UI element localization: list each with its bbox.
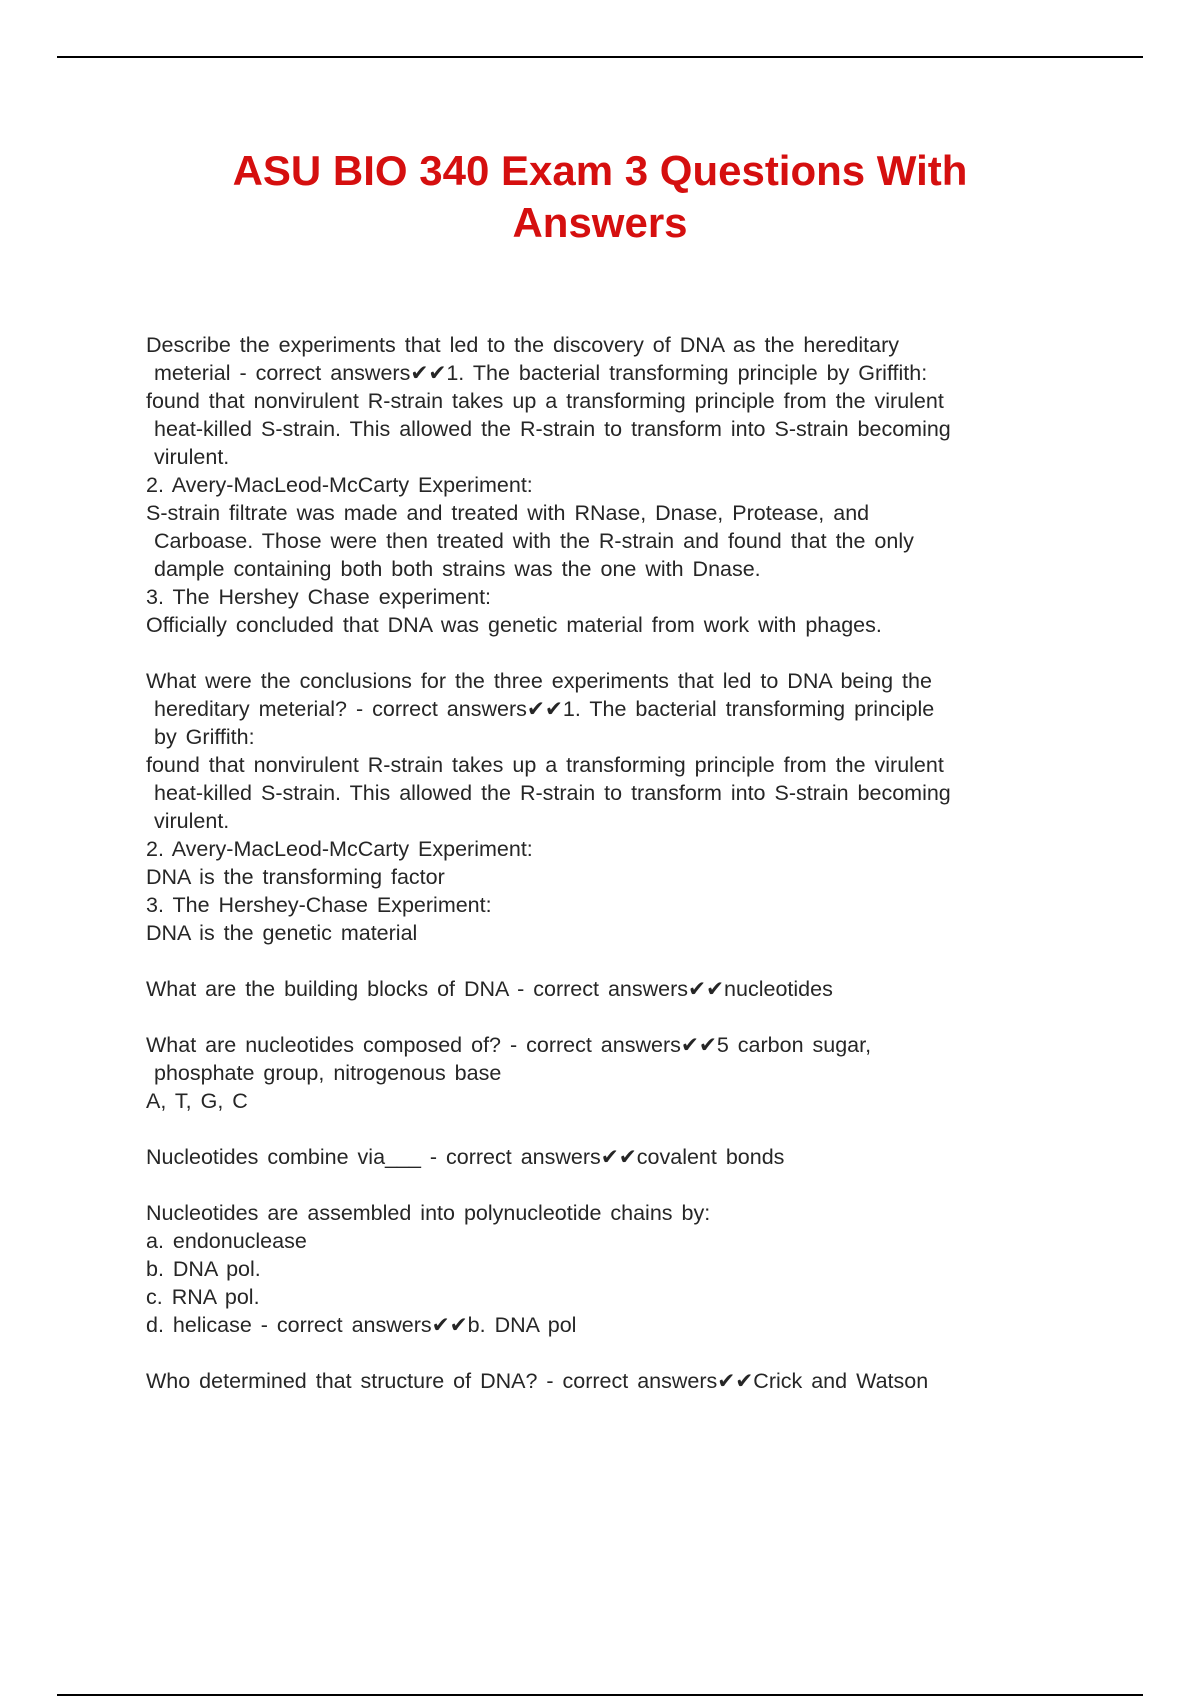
qa-line: Who determined that structure of DNA? - correct answers✔✔Crick and Watson <box>146 1369 929 1393</box>
qa-line: 3. The Hershey Chase experiment: <box>146 585 492 609</box>
qa-line: c. RNA pol. <box>146 1285 260 1309</box>
qa-line: 2. Avery-MacLeod-McCarty Experiment: <box>146 473 533 497</box>
bottom-rule <box>57 1694 1143 1696</box>
qa-line: heat-killed S-strain. This allowed the R-strain to transform into S-strain becoming <box>154 417 951 441</box>
qa-line: virulent. <box>154 445 230 469</box>
qa-line: DNA is the genetic material <box>146 921 418 945</box>
qa-item-2 <box>146 667 1086 947</box>
qa-line: virulent. <box>154 809 230 833</box>
qa-line: What were the conclusions for the three experiments that led to DNA being the <box>146 669 932 693</box>
qa-item-7 <box>146 1367 1086 1395</box>
title-line-1: ASU BIO 340 Exam 3 Questions With <box>232 147 968 194</box>
top-rule <box>57 56 1143 58</box>
qa-line: Nucleotides combine via___ - correct answers✔✔covalent bonds <box>146 1145 785 1169</box>
qa-line: Describe the experiments that led to the discovery of DNA as the hereditary <box>146 333 900 357</box>
qa-item-4 <box>146 1031 1086 1115</box>
qa-line: DNA is the transforming factor <box>146 865 445 889</box>
qa-line: Carboase. Those were then treated with the R-strain and found that the only <box>154 529 914 553</box>
qa-line: dample containing both both strains was the one with Dnase. <box>154 557 761 581</box>
qa-line: b. DNA pol. <box>146 1257 261 1281</box>
qa-item-3 <box>146 975 1086 1003</box>
qa-line: by Griffith: <box>154 725 255 749</box>
qa-line: Officially concluded that DNA was genetic material from work with phages. <box>146 613 882 637</box>
qa-line: hereditary meterial? - correct answers✔✔1. The bacterial transforming principle <box>154 697 935 721</box>
qa-line: found that nonvirulent R-strain takes up a transforming principle from the virulent <box>146 389 944 413</box>
qa-item-1 <box>146 331 1086 639</box>
title-line-2: Answers <box>512 199 688 246</box>
qa-line: S-strain filtrate was made and treated with RNase, Dnase, Protease, and <box>146 501 870 525</box>
qa-line: What are the building blocks of DNA - correct answers✔✔nucleotides <box>146 977 833 1001</box>
qa-content <box>146 331 1086 1423</box>
qa-line: A, T, G, C <box>146 1089 248 1113</box>
document-title <box>120 145 1080 249</box>
qa-line: d. helicase - correct answers✔✔b. DNA pol <box>146 1313 577 1337</box>
qa-line: Nucleotides are assembled into polynucleotide chains by: <box>146 1201 711 1225</box>
qa-line: 3. The Hershey-Chase Experiment: <box>146 893 492 917</box>
qa-line: heat-killed S-strain. This allowed the R-strain to transform into S-strain becoming <box>154 781 951 805</box>
qa-line: 2. Avery-MacLeod-McCarty Experiment: <box>146 837 533 861</box>
qa-item-6 <box>146 1199 1086 1339</box>
qa-line: What are nucleotides composed of? - correct answers✔✔5 carbon sugar, <box>146 1033 872 1057</box>
qa-line: a. endonuclease <box>146 1229 307 1253</box>
qa-line: phosphate group, nitrogenous base <box>154 1061 502 1085</box>
qa-line: meterial - correct answers✔✔1. The bacterial transforming principle by Griffith: <box>154 361 928 385</box>
qa-item-5 <box>146 1143 1086 1171</box>
qa-line: found that nonvirulent R-strain takes up a transforming principle from the virulent <box>146 753 944 777</box>
